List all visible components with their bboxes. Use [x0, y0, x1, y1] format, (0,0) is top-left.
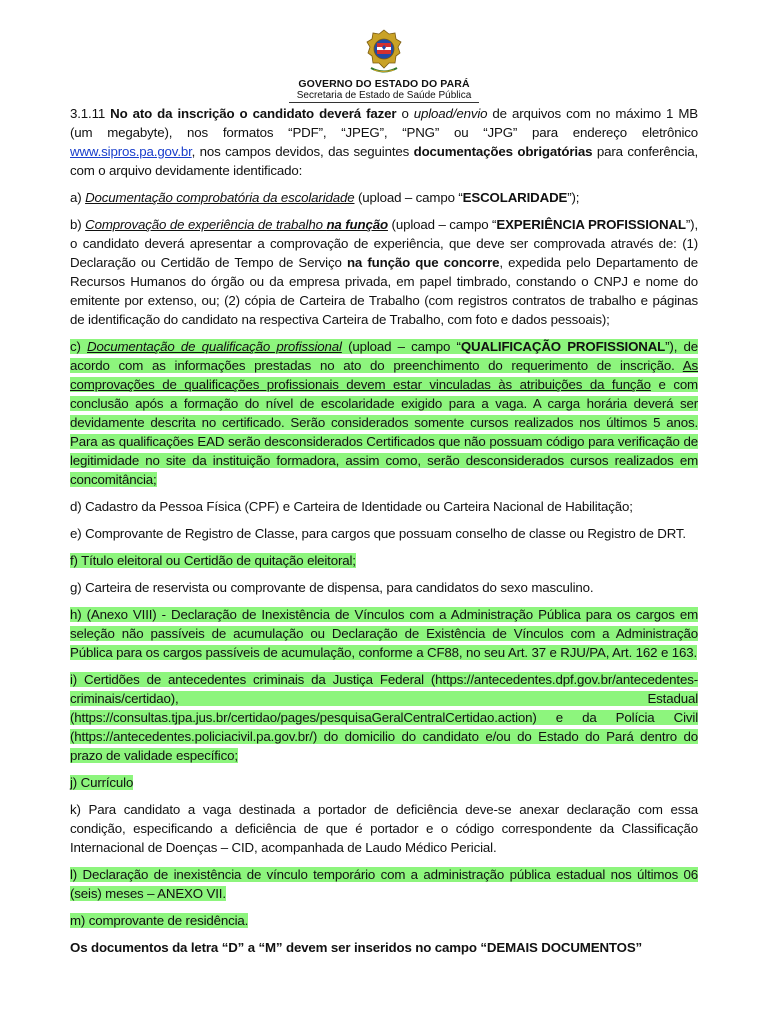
secretariat-subtitle: Secretaria de Estado de Saúde Pública	[296, 90, 472, 101]
document-header	[0, 0, 768, 103]
sipros-link[interactable]: www.sipros.pa.gov.br	[70, 144, 192, 159]
item-f: f) Título eleitoral ou Certidão de quitação eleitoral;	[70, 553, 356, 568]
item-l: l) Declaração de inexistência de vínculo temporário com a administração pública estadual nos últimos 06 (seis) meses – ANEXO VII.	[70, 867, 698, 901]
item-i: i) Certidões de antecedentes criminais da Justiça Federal (https://antecedentes.dpf.gov.br/antecedentes-criminais/certidao), Estadual (https://consultas.tjpa.jus.br/certidao/pages/pesquisaGeralCentralCertidao.action) e da Polícia Civil (https://antecedentes.policiacivil.pa.gov.br/) do domicilio do candidato e/ou do Estado do Pará dentro do prazo de validade específico;	[70, 672, 698, 763]
item-c: c) Documentação de qualificação profissional (upload – campo “QUALIFICAÇÃO PROFISSIONAL”), de acordo com as informações prestadas no ato do preenchimento do requerimento de inscrição. As comprovações de qualificações profissionais devem estar vinculadas às atribuições da função e com conclusão após a formação do nível de escolaridade exigido para a vaga. A carga horária deverá ser devidamente descrita no certificado. Serão considerados somente cursos realizados nos últimos 5 anos. Para as qualificações EAD serão desconsiderados Certificados que não possuam código para verificação de legitimidade no site da instituição formadora, assim como, serão desconsiderados cursos realizados em concomitância;	[70, 339, 699, 487]
item-g: g) Carteira de reservista ou comprovante de dispensa, para candidatos do sexo masculino.	[70, 580, 594, 595]
government-title: GOVERNO DO ESTADO DO PARÁ	[298, 78, 470, 90]
paragraph-intro: 3.1.11 No ato da inscrição o candidato deverá fazer o upload/envio de arquivos com no máximo 1 MB (um megabyte), nos formatos “PDF”, “JPEG”, “PNG” ou “JPG” para endereço eletrônico www.sipros.pa.gov.br, nos campos devidos, das seguintes documentações obrigatórias para conferência, com o arquivo devidamente identificado:	[70, 106, 699, 178]
state-crest-icon	[365, 28, 403, 76]
item-e: e) Comprovante de Registro de Classe, para cargos que possuam conselho de classe ou Registro de DRT.	[70, 526, 686, 541]
header-divider	[289, 102, 479, 103]
item-k: k) Para candidato a vaga destinada a portador de deficiência deve-se anexar declaração com essa condição, especificando a deficiência de que é portador e o código correspondente da Classificação Internacional de Doenças – CID, acompanhada de Laudo Médico Pericial.	[70, 802, 698, 855]
item-a: a) Documentação comprobatória da escolaridade (upload – campo “ESCOLARIDADE”);	[70, 190, 580, 205]
document-body	[70, 104, 698, 965]
item-m: m) comprovante de residência.	[70, 913, 249, 928]
item-d: d) Cadastro da Pessoa Física (CPF) e Carteira de Identidade ou Carteira Nacional de Habilitação;	[70, 499, 633, 514]
footer-note: Os documentos da letra “D” a “M” devem ser inseridos no campo “DEMAIS DOCUMENTOS”	[70, 940, 643, 955]
item-j: j) Currículo	[70, 775, 134, 790]
item-b: b) Comprovação de experiência de trabalho na função (upload – campo “EXPERIÊNCIA PROFISSIONAL”), o candidato deverá apresentar a comprovação de experiência, que deve ser comprovada através de: (1) Declaração ou Certidão de Tempo de Serviço na função que concorre, expedida pelo Departamento de Recursos Humanos do órgão ou da empresa privada, em papel timbrado, constando o CNPJ e nome do emitente por extenso, ou; (2) cópia de Carteira de Trabalho (com registros contratos de trabalho e páginas de identificação do candidato na respectiva Carteira de Trabalho, com foto e dados pessoais);	[70, 217, 698, 327]
item-h: h) (Anexo VIII) - Declaração de Inexistência de Vínculos com a Administração Pública para os cargos em seleção não passíveis de acumulação ou Declaração de Existência de Vínculos com a Administração Pública para os cargos passíveis de acumulação, conforme a CF88, no seu Art. 37 e RJU/PA, Art. 162 e 163.	[70, 607, 698, 660]
